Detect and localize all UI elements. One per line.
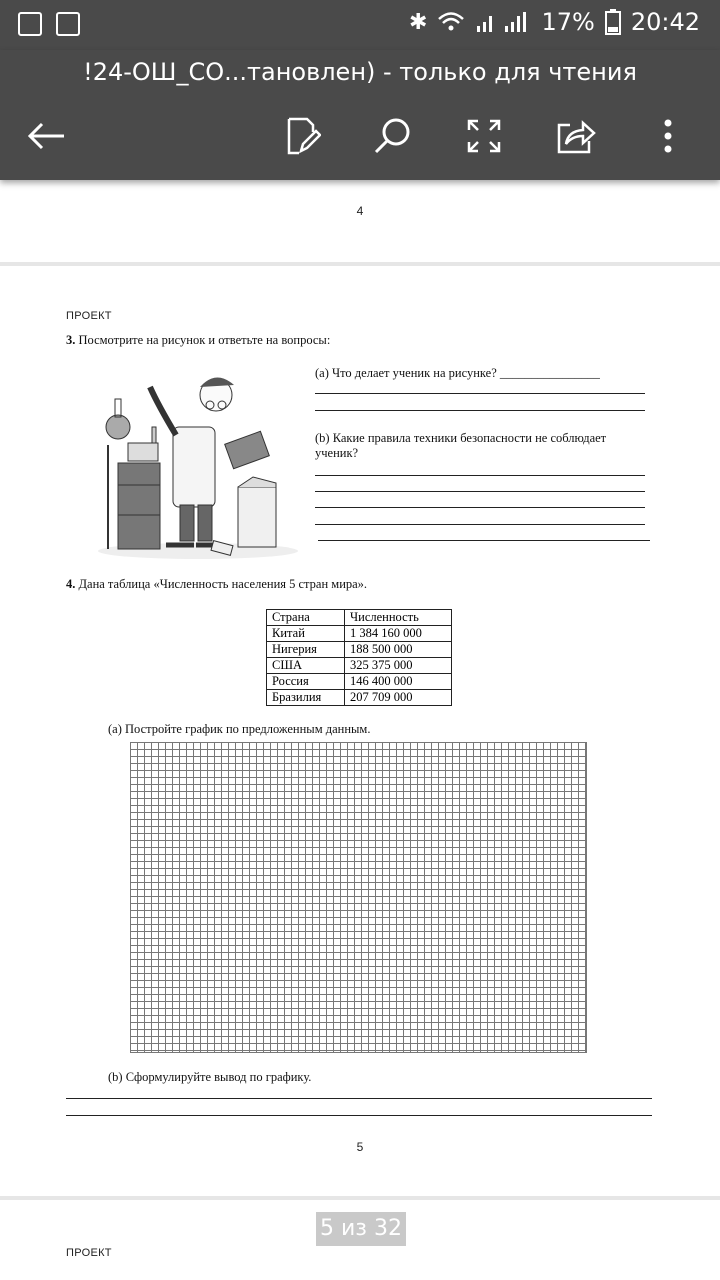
clock: 20:42 <box>630 8 700 36</box>
question-text: Дана таблица «Численность населения 5 стран мира». <box>78 577 368 591</box>
country-cell: Нигерия <box>267 642 345 658</box>
student-illustration <box>88 365 308 565</box>
question-3b: (b) Какие правила техники безопасности не соблюдает ученик? <box>315 431 607 460</box>
population-cell: 146 400 000 <box>345 674 452 690</box>
battery-percent: 17% <box>541 8 595 36</box>
population-cell: 325 375 000 <box>345 658 452 674</box>
question-3a: (a) Что делает ученик на рисунке? ________________ <box>315 366 600 380</box>
image-icon <box>18 12 42 36</box>
answer-line <box>315 410 645 411</box>
population-cell: 188 500 000 <box>345 642 452 658</box>
wifi-icon <box>437 10 465 34</box>
project-label: ПРОЕКТ <box>66 310 112 322</box>
bluetooth-icon: ✱ <box>409 9 428 35</box>
table-header-row <box>267 610 452 626</box>
country-cell: Бразилия <box>267 690 345 706</box>
answer-line <box>315 524 645 525</box>
share-button[interactable] <box>552 112 600 160</box>
question-4a: (a) Постройте график по предложенным данным. <box>108 722 371 736</box>
more-options-button[interactable] <box>644 112 692 160</box>
country-cell: США <box>267 658 345 674</box>
app-toolbar <box>0 50 720 180</box>
population-table <box>266 609 452 706</box>
document-title: !24-ОШ_СО...тановлен) - только для чтения <box>83 58 637 86</box>
country-cell: Россия <box>267 674 345 690</box>
search-button[interactable] <box>368 112 416 160</box>
table-row <box>267 690 452 706</box>
status-bar <box>0 0 720 50</box>
question-4b: (b) Сформулируйте вывод по графику. <box>108 1070 312 1084</box>
edit-document-icon <box>283 116 321 156</box>
activity-icon <box>56 12 80 36</box>
question-number: 3. <box>66 333 76 347</box>
page-counter: 5 из 32 <box>316 1212 406 1246</box>
fullscreen-button[interactable] <box>460 112 508 160</box>
question-number: 4. <box>66 577 76 591</box>
population-cell: 1 384 160 000 <box>345 626 452 642</box>
answer-line <box>315 507 645 508</box>
fullscreen-icon <box>466 118 502 154</box>
signal-icon <box>475 10 531 34</box>
column-header: Численность <box>345 610 452 626</box>
project-label: ПРОЕКТ <box>66 1247 112 1259</box>
table-row <box>267 658 452 674</box>
table-row <box>267 642 452 658</box>
graph-paper-grid <box>130 742 587 1053</box>
question-text: Посмотрите на рисунок и ответьте на вопросы: <box>78 333 331 347</box>
column-header: Страна <box>267 610 345 626</box>
answer-line <box>66 1115 652 1116</box>
answer-line <box>315 491 645 492</box>
more-vertical-icon <box>663 118 673 154</box>
country-cell: Китай <box>267 626 345 642</box>
table-row <box>267 626 452 642</box>
document-page-4 <box>0 180 720 262</box>
back-button[interactable] <box>22 112 70 160</box>
share-icon <box>556 117 596 155</box>
table-row <box>267 674 452 690</box>
answer-line <box>315 475 645 476</box>
page-number: 4 <box>356 204 364 218</box>
answer-line <box>318 540 650 541</box>
answer-line <box>315 393 645 394</box>
arrow-left-icon <box>26 121 66 151</box>
answer-line <box>66 1098 652 1099</box>
question-3 <box>66 333 330 348</box>
population-cell: 207 709 000 <box>345 690 452 706</box>
edit-button[interactable] <box>278 112 326 160</box>
search-icon <box>372 116 412 156</box>
question-4 <box>66 577 367 592</box>
battery-icon <box>605 9 621 35</box>
page-number: 5 <box>356 1140 364 1154</box>
